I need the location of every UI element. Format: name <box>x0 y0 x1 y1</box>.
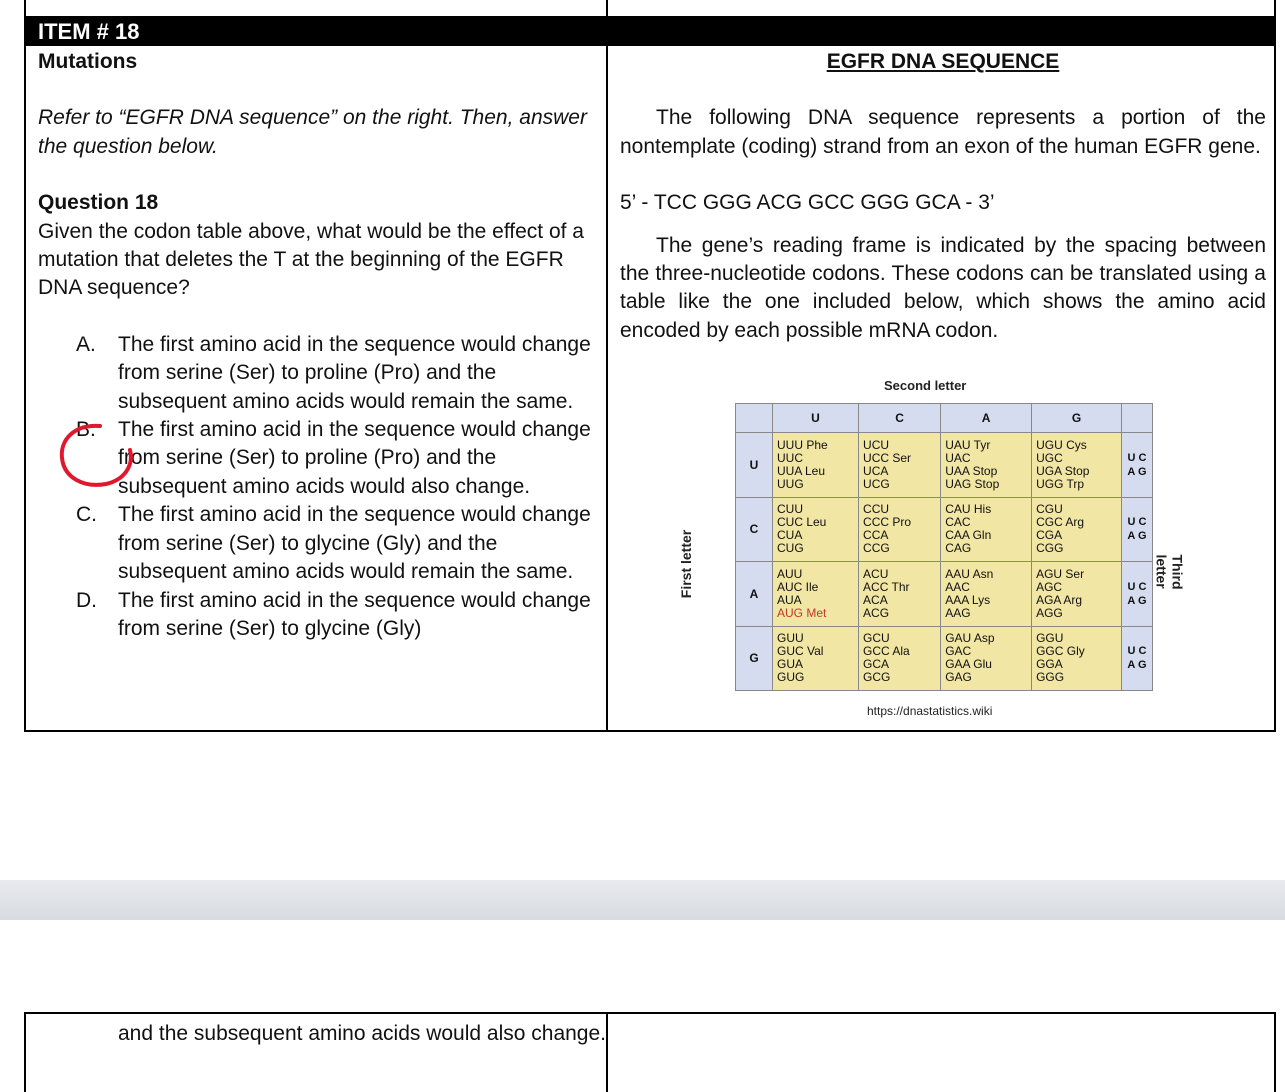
column-divider <box>606 1014 608 1092</box>
codon-line: CUA <box>777 528 803 543</box>
option-letter: A. <box>76 332 96 356</box>
right-heading: EGFR DNA SEQUENCE <box>826 50 1060 73</box>
question-text: Given the codon table above, what would be the effect of a mutation that deletes the T at the beginning of the EGFR DNA sequence? <box>38 219 584 300</box>
codon-line: CCC Pro <box>863 515 912 530</box>
codon-line: GAA Glu <box>945 657 992 672</box>
codon-table <box>735 403 1153 691</box>
option-text: The first amino acid in the sequence would change from serine (Ser) to glycine (Gly) <box>118 588 591 640</box>
codon-line: AGC <box>1036 579 1063 594</box>
codon-line: GGU <box>1036 631 1064 646</box>
codon-row <box>736 626 1153 691</box>
codon-table-figure <box>622 376 1186 732</box>
codon-line: GCA <box>863 657 890 672</box>
codon-line: UCC Ser <box>863 450 912 465</box>
codon-line: CAA Gln <box>945 528 992 543</box>
codon-line: AGU Ser <box>1036 566 1085 581</box>
codon-line: AAU Asn <box>945 566 994 581</box>
item-card-continuation <box>24 1012 1276 1092</box>
codon-cell <box>773 497 859 562</box>
codon-line: ACU <box>863 566 889 581</box>
codon-line: UCG <box>863 476 890 491</box>
right-column <box>620 48 1266 345</box>
codon-line: GAG <box>945 670 972 685</box>
codon-line: UCA <box>863 463 889 478</box>
question-label: Question 18 <box>38 191 159 215</box>
item-title: ITEM # 18 <box>38 19 140 44</box>
codon-line: GAU Asp <box>945 631 995 646</box>
codon-line: AAG <box>945 605 971 620</box>
codon-line: CGG <box>1036 541 1064 556</box>
codon-line: CAU His <box>945 502 992 517</box>
source-url: https://dnastatistics.wiki <box>867 704 993 718</box>
codon-cell <box>859 497 941 562</box>
option-text: The first amino acid in the sequence would change from serine (Ser) to glycine (Gly) and the subsequent amino acids would remain the same. <box>118 503 591 584</box>
col-header: A <box>941 404 1032 433</box>
codon-line: UAA Stop <box>945 463 998 478</box>
corner-cell <box>736 404 773 433</box>
codon-line: UUA Leu <box>777 463 826 478</box>
row-header: U <box>736 433 773 498</box>
codon-line: UAC <box>945 450 971 465</box>
dna-sequence: 5’ - TCC GGG ACG GCC GGG GCA - 3’ <box>620 191 995 215</box>
codon-line: GAC <box>945 644 972 659</box>
codon-cell <box>773 433 859 498</box>
codon-line: CAG <box>945 541 972 556</box>
column-divider <box>606 0 608 730</box>
option-letter: B. <box>76 418 96 442</box>
codon-line: GGC Gly <box>1036 644 1085 659</box>
codon-line: CCG <box>863 541 890 556</box>
instruction-text: Refer to “EGFR DNA sequence” on the right. Then, answer the question below. <box>38 106 587 158</box>
codon-cell <box>1032 433 1122 498</box>
third-letter-cell: U C A G <box>1122 497 1153 562</box>
codon-line: GCC Ala <box>863 644 910 659</box>
right-paragraph-2: The gene’s reading frame is indicated by the spacing between the three-nucleotide codons. These codons can be translated using a table like the one included below, which shows the amino acid encoded by each possible mRNA codon. <box>620 233 1266 342</box>
codon-row <box>736 562 1153 627</box>
codon-line: UGU Cys <box>1036 437 1087 452</box>
codon-line: GUA <box>777 657 804 672</box>
codon-line: GUC Val <box>777 644 824 659</box>
third-letter-label: Third letter <box>1153 554 1186 590</box>
codon-line: UGG Trp <box>1036 476 1085 491</box>
red-circle-annotation <box>54 418 144 496</box>
codon-line: CGU <box>1036 502 1063 517</box>
codon-line: UUG <box>777 476 804 491</box>
left-column <box>38 48 598 643</box>
codon-line: ACC Thr <box>863 579 910 594</box>
codon-line: CUC Leu <box>777 515 827 530</box>
codon-line: AGG <box>1036 605 1063 620</box>
codon-line: AGA Arg <box>1036 592 1083 607</box>
codon-line: AAC <box>945 579 970 594</box>
option-letter: C. <box>76 503 97 527</box>
codon-cell <box>941 497 1032 562</box>
item-header-bar <box>26 16 1274 46</box>
codon-line: ACA <box>863 592 888 607</box>
corner-cell <box>1122 404 1153 433</box>
codon-line: GGA <box>1036 657 1063 672</box>
codon-line: GCG <box>863 670 891 685</box>
codon-cell <box>859 562 941 627</box>
option-a[interactable] <box>38 331 598 416</box>
continuation-text: and the subsequent amino acids would also change. <box>118 1022 607 1045</box>
codon-cell <box>1032 497 1122 562</box>
codon-line: UUC <box>777 450 803 465</box>
codon-row <box>736 433 1153 498</box>
col-header: G <box>1032 404 1122 433</box>
codon-cell <box>941 626 1032 691</box>
codon-line: CUG <box>777 541 804 556</box>
codon-line: GUG <box>777 670 805 685</box>
codon-line: ACG <box>863 605 890 620</box>
col-header: C <box>859 404 941 433</box>
codon-line: AAA Lys <box>945 592 991 607</box>
first-letter-label: First letter <box>678 529 695 599</box>
codon-line: CUU <box>777 502 803 517</box>
third-letter-cell: U C A G <box>1122 562 1153 627</box>
codon-line: UCU <box>863 437 890 452</box>
codon-row <box>736 497 1153 562</box>
row-header: C <box>736 497 773 562</box>
third-letter-cell: U C A G <box>1122 626 1153 691</box>
codon-line: CCU <box>863 502 890 517</box>
codon-line: UGC <box>1036 450 1063 465</box>
codon-line: GUU <box>777 631 804 646</box>
codon-cell <box>859 626 941 691</box>
codon-line: AUA <box>777 592 802 607</box>
row-header: A <box>736 562 773 627</box>
codon-line: GGG <box>1036 670 1065 685</box>
right-paragraph-1: The following DNA sequence represents a portion of the nontemplate (coding) strand from an exon of the human EGFR gene. <box>620 106 1266 158</box>
left-heading: Mutations <box>38 50 138 73</box>
option-c[interactable] <box>38 501 598 586</box>
codon-cell <box>1032 562 1122 627</box>
row-header: G <box>736 626 773 691</box>
codon-line: UAU Tyr <box>945 437 991 452</box>
option-d[interactable] <box>38 587 598 644</box>
codon-line: CAC <box>945 515 971 530</box>
codon-line: CGA <box>1036 528 1063 543</box>
codon-line: AUC Ile <box>777 579 819 594</box>
item-card <box>24 0 1276 732</box>
codon-line: CGC Arg <box>1036 515 1085 530</box>
codon-line: AUG Met <box>777 605 827 620</box>
option-text: The first amino acid in the sequence would change from serine (Ser) to proline (Pro) and the subsequent amino acids would also change. <box>118 418 591 498</box>
option-letter: D. <box>76 588 97 612</box>
codon-line: GCU <box>863 631 890 646</box>
codon-cell <box>1032 626 1122 691</box>
scroll-gap-band <box>0 880 1285 920</box>
codon-cell <box>941 433 1032 498</box>
third-letter-cell: U C A G <box>1122 433 1153 498</box>
option-text: The first amino acid in the sequence would change from serine (Ser) to proline (Pro) and the subsequent amino acids would remain the same. <box>118 332 591 413</box>
codon-cell <box>773 562 859 627</box>
codon-line: AUU <box>777 566 803 581</box>
codon-cell <box>773 626 859 691</box>
codon-line: UAG Stop <box>945 476 1000 491</box>
second-letter-label: Second letter <box>884 378 967 393</box>
col-header: U <box>773 404 859 433</box>
codon-line: CCA <box>863 528 889 543</box>
codon-cell <box>859 433 941 498</box>
codon-line: UGA Stop <box>1036 463 1090 478</box>
codon-cell <box>941 562 1032 627</box>
codon-line: UUU Phe <box>777 437 828 452</box>
